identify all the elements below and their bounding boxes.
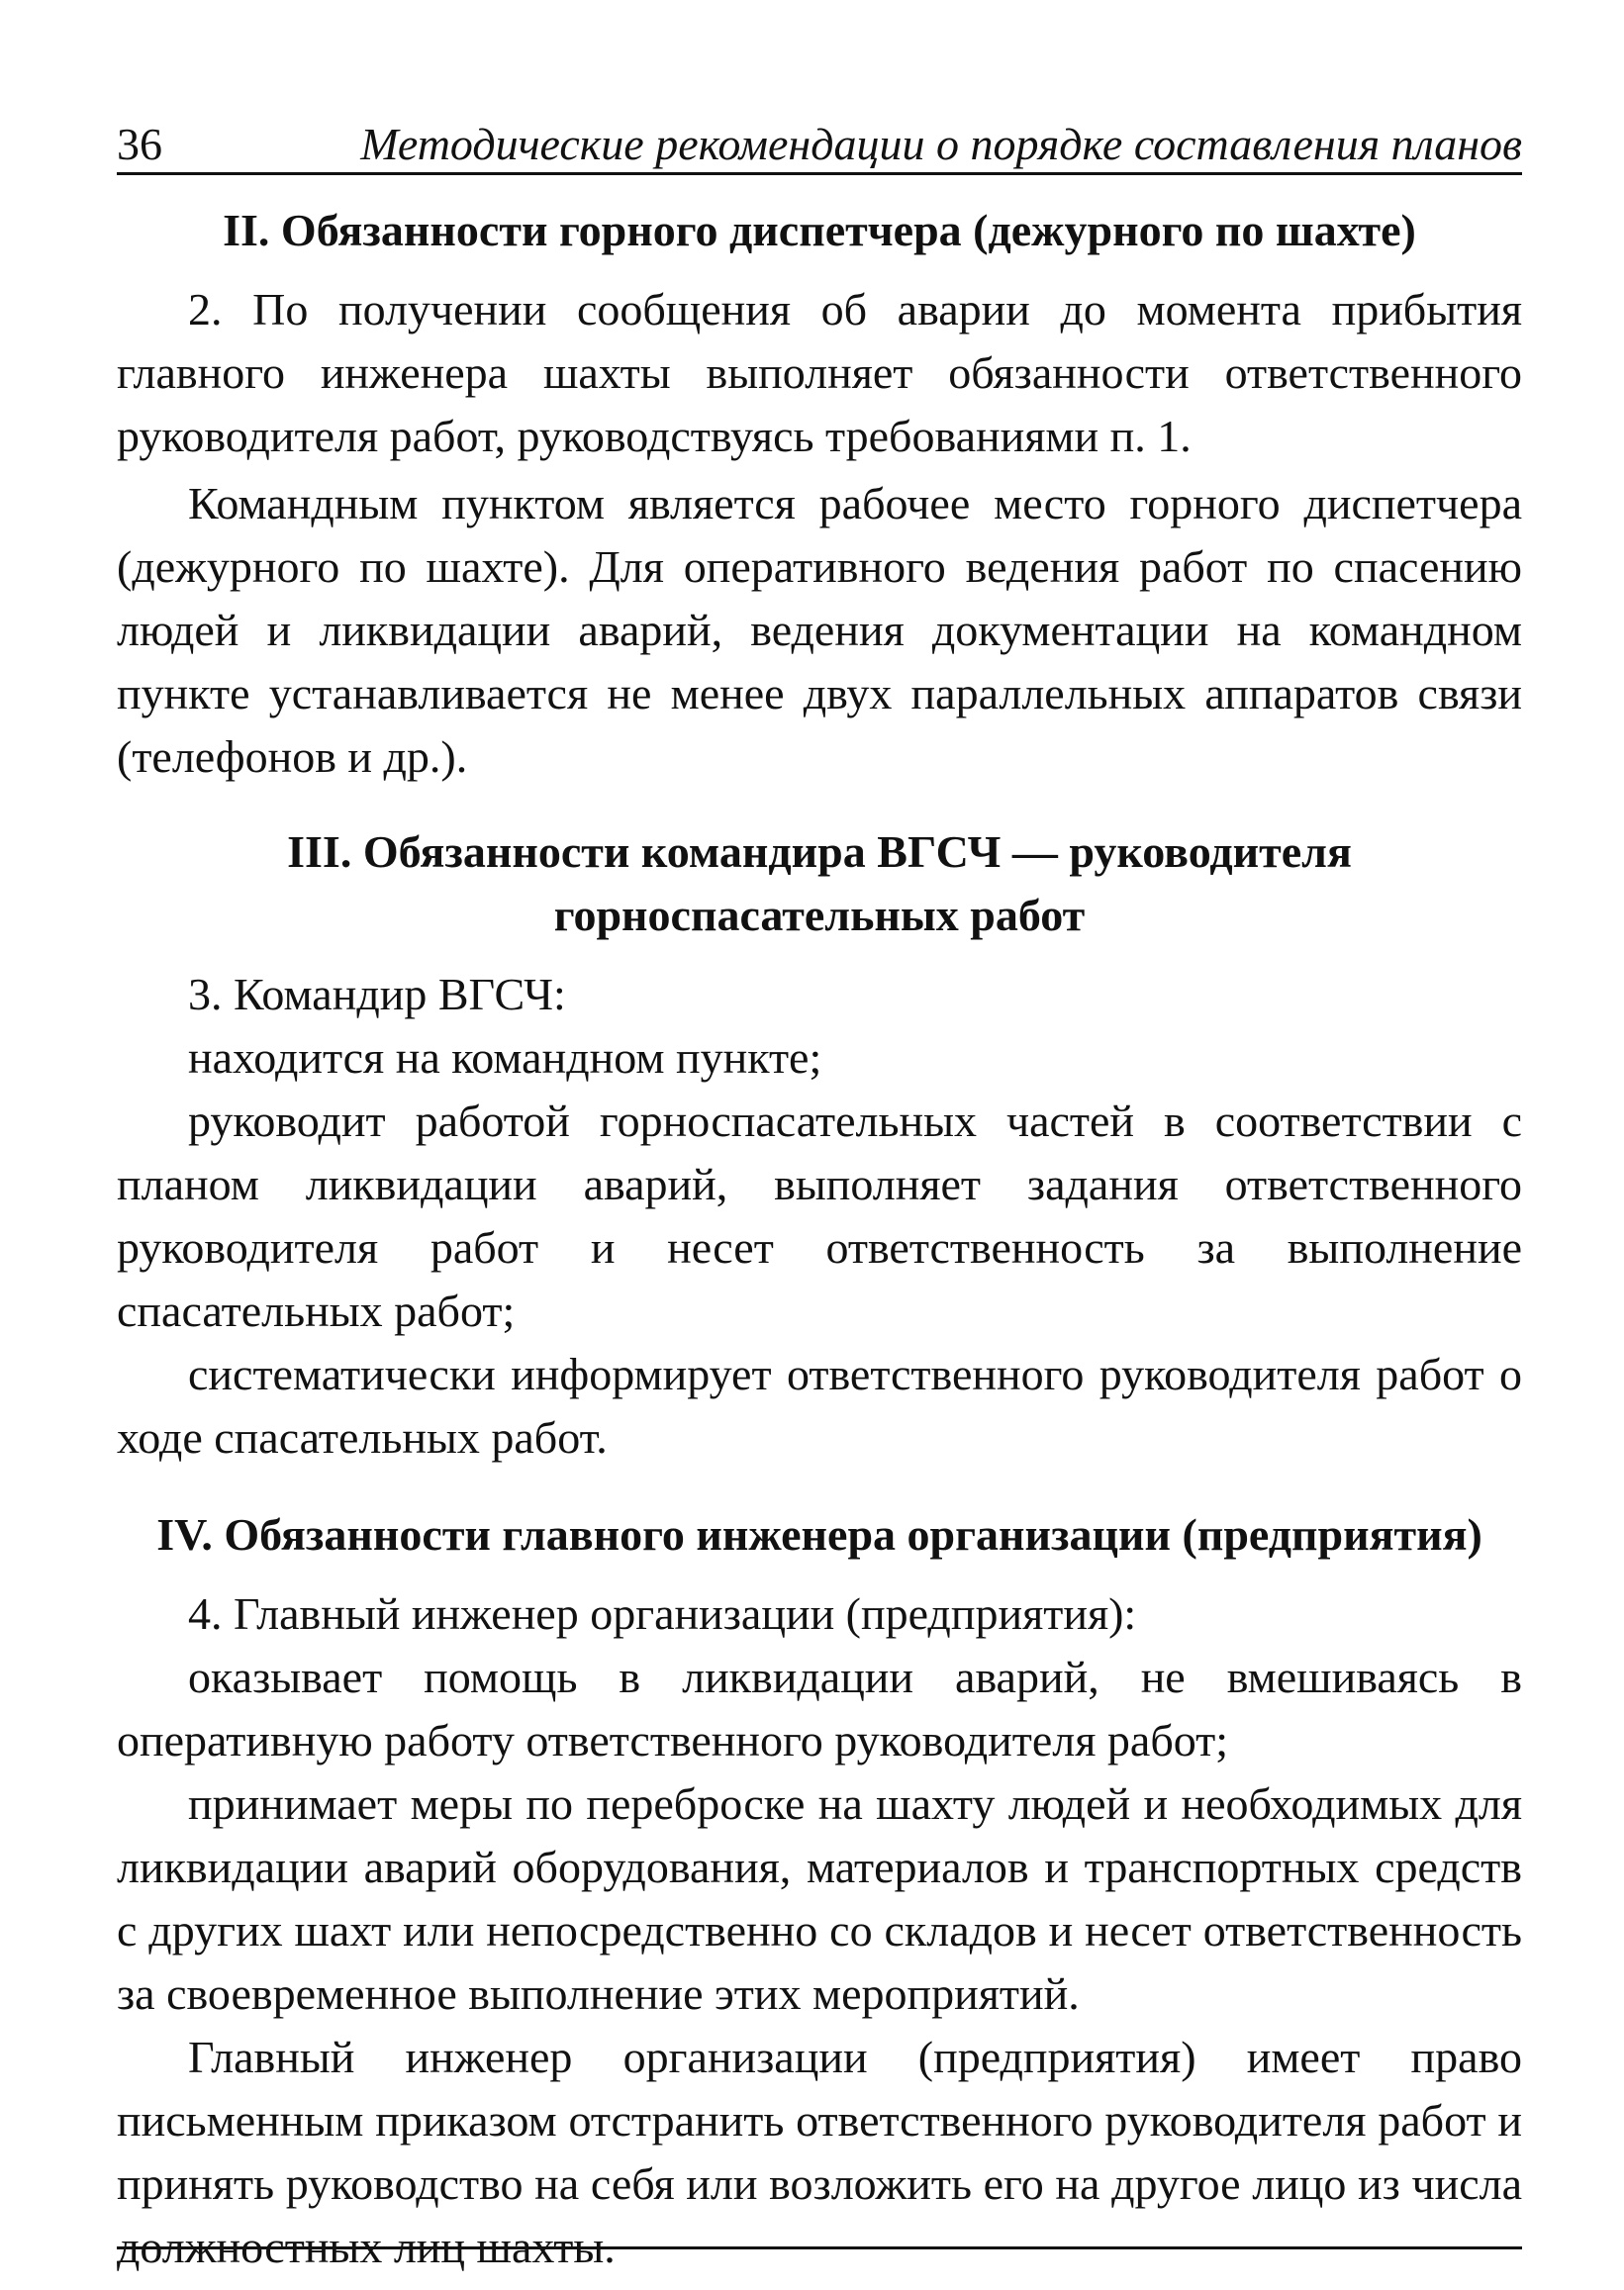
section-4-paragraph-2: оказывает помощь в ликвидации аварий, не вмешиваясь в оперативную работу ответственного руководителя работ;: [117, 1652, 1522, 1765]
section-3-paragraph-2: находится на командном пункте;: [188, 1032, 822, 1083]
section-2-paragraph-2: Командным пунктом является рабочее место горного диспетчера (дежурного по шахте). Для оперативного ведения работ по спасению людей и ликвидации аварий, ведения документации на командном пункте устанавливается не менее двух параллельных аппаратов связи (телефонов и др.).: [117, 478, 1522, 782]
section-2-paragraph-1: 2. По получении сообщения об аварии до момента прибытия главного инженера шахты выполняет обязанности ответственного руководителя работ, руководствуясь требованиями п. 1.: [117, 284, 1522, 461]
section-3-heading-line-2: горноспасательных работ: [553, 890, 1086, 940]
section-3-paragraph-3: руководит работой горноспасательных частей в соответствии с планом ликвидации аварий, выполняет задания ответственного руководителя работ и несет ответственность за выполнение спасательных работ;: [117, 1096, 1522, 1336]
bottom-rule: [117, 2246, 1522, 2249]
section-4-paragraph-3: принимает меры по переброске на шахту людей и необходимых для ликвидации аварий оборудования, материалов и транспортных средств с других шахт или непосредственно со складов и несет ответственность за своевременное выполнение этих мероприятий.: [117, 1778, 1522, 2019]
section-4-paragraph-4: Главный инженер организации (предприятия) имеет право письменным приказом отстранить ответственного руководителя работ и принять руководство на себя или возложить его на другое лицо из числа должностных лиц шахты.: [117, 2032, 1522, 2272]
section-4-heading: IV. Обязанности главного инженера организации (предприятия): [156, 1509, 1482, 1560]
running-header: [117, 117, 1522, 175]
section-3-heading-line-1: III. Обязанности командира ВГСЧ — руководителя: [287, 826, 1352, 877]
section-3-paragraph-4: систематически информирует ответственного руководителя работ о ходе спасательных работ.: [117, 1349, 1522, 1463]
document-page: [117, 117, 1522, 2279]
running-title: Методические рекомендации о порядке составления планов: [360, 119, 1522, 169]
section-3-heading: [117, 820, 1522, 947]
section-4-paragraph-1: 4. Главный инженер организации (предприятия):: [188, 1588, 1137, 1639]
page-number: 36: [117, 119, 162, 169]
section-2-heading: II. Обязанности горного диспетчера (дежурного по шахте): [223, 205, 1416, 255]
section-3-paragraph-1: 3. Командир ВГСЧ:: [188, 969, 566, 1019]
